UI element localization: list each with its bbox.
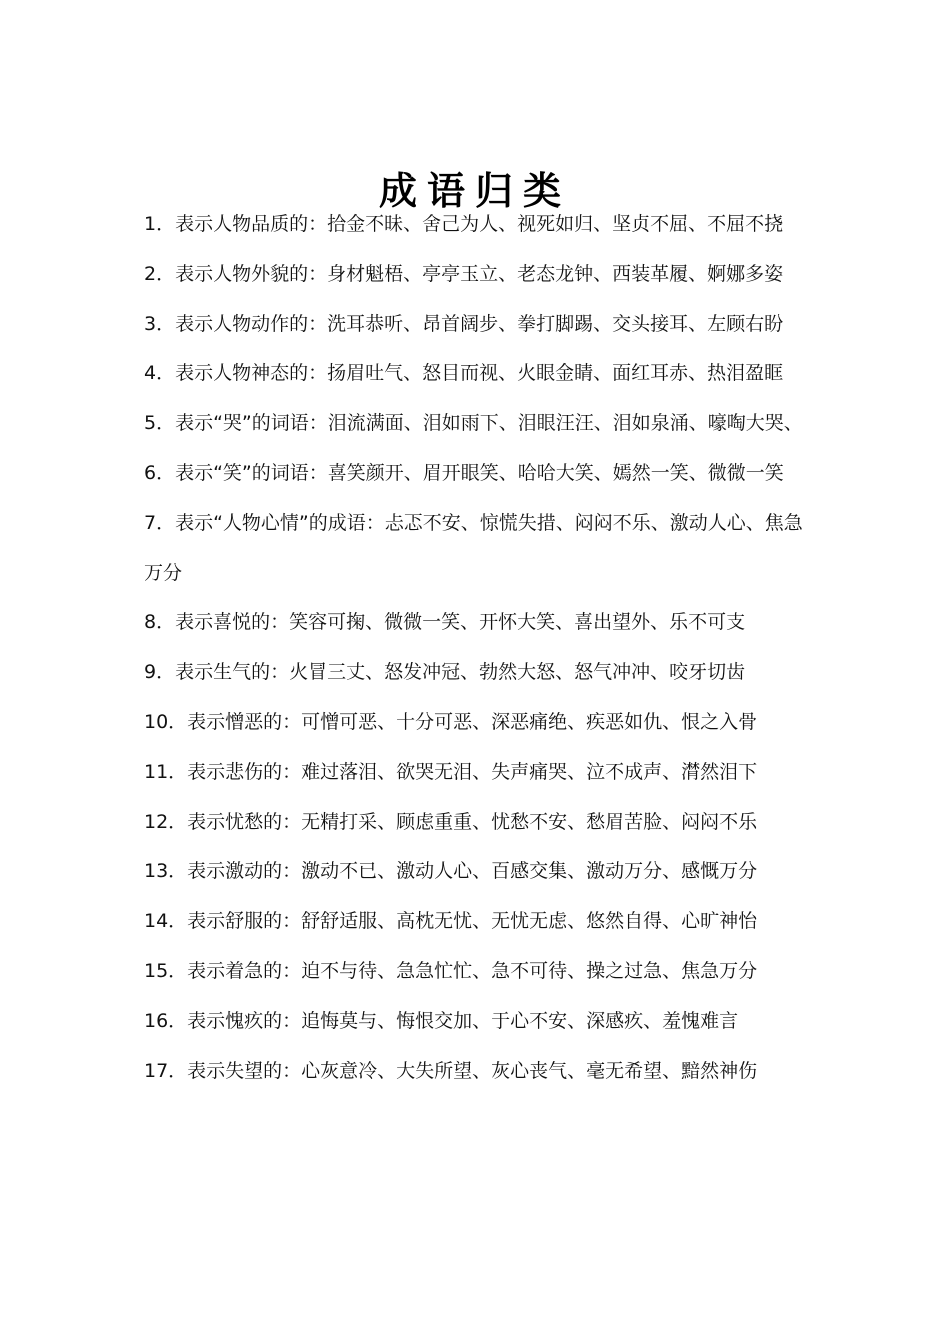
list-item: 9．表示生气的：火冒三丈、怒发冲冠、勃然大怒、怒气冲冲、咬牙切齿 [144,661,746,684]
list-item: 15．表示着急的：迫不与待、急急忙忙、急不可待、操之过急、焦急万分 [144,959,758,982]
list-item: 16．表示愧疚的：追悔莫与、悔恨交加、于心不安、深感疚、羞愧难言 [144,1009,739,1032]
list-item: 7．表示“人物心情”的成语：忐忑不安、惊慌失措、闷闷不乐、激动人心、焦急万分 [144,511,803,584]
idiom-list [144,200,809,1096]
list-item: 4．表示人物神态的：扬眉吐气、怒目而视、火眼金睛、面红耳赤、热泪盈眶 [144,362,784,385]
list-item: 1．表示人物品质的：拾金不昧、舍己为人、视死如归、坚贞不屈、不屈不挠 [144,213,784,235]
list-item: 10．表示憎恶的：可憎可恶、十分可恶、深恶痛绝、疾恶如仇、恨之入骨 [144,710,758,733]
list-item: 17．表示失望的：心灰意冷、大失所望、灰心丧气、毫无希望、黯然神伤 [144,1059,758,1082]
list-item: 2．表示人物外貌的：身材魁梧、亭亭玉立、老态龙钟、西装革履、婀娜多姿 [144,262,784,285]
list-item: 5．表示“哭”的词语：泪流满面、泪如雨下、泪眼汪汪、泪如泉涌、嚎啕大哭、 [144,412,803,435]
list-item: 6．表示“笑”的词语：喜笑颜开、眉开眼笑、哈哈大笑、嫣然一笑、微微一笑 [144,461,784,484]
document-title: 成语归类 [378,169,571,214]
list-item: 13．表示激动的：激动不已、激动人心、百感交集、激动万分、感慨万分 [144,860,758,883]
list-item: 14．表示舒服的：舒舒适服、高枕无忧、无忧无虑、悠然自得、心旷神怡 [144,910,758,933]
list-item: 11．表示悲伤的：难过落泪、欲哭无泪、失声痛哭、泣不成声、潸然泪下 [144,760,758,783]
list-item: 12．表示忧愁的：无精打采、顾虑重重、忧愁不安、愁眉苦脸、闷闷不乐 [144,810,758,833]
list-item: 3．表示人物动作的：洗耳恭听、昂首阔步、拳打脚踢、交头接耳、左顾右盼 [144,312,784,335]
list-item: 8．表示喜悦的：笑容可掬、微微一笑、开怀大笑、喜出望外、乐不可支 [144,611,746,634]
